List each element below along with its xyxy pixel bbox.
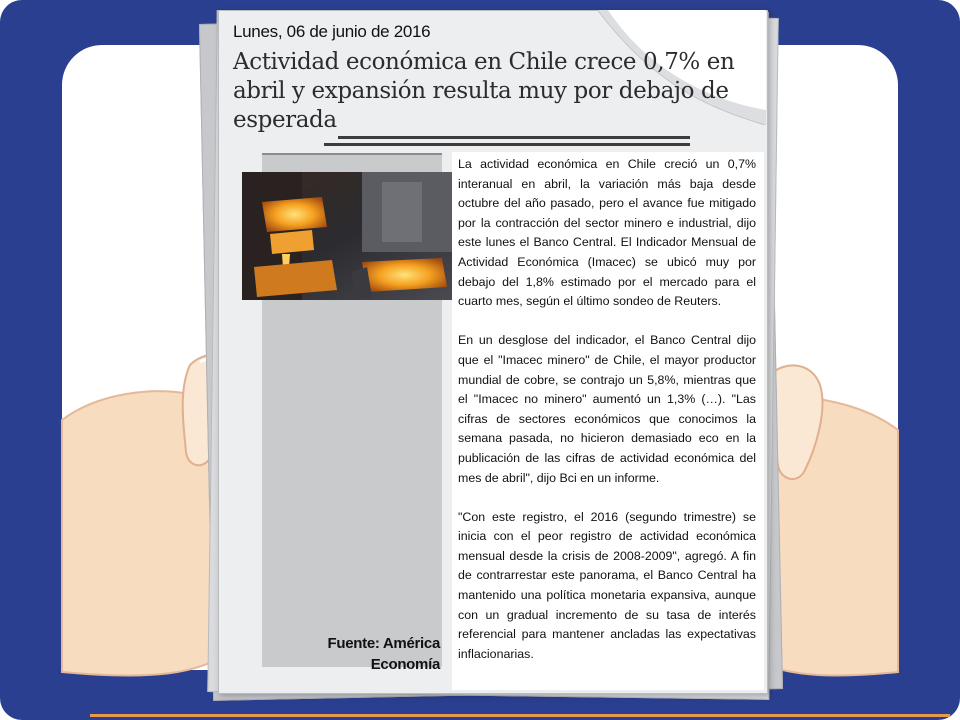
article-date: Lunes, 06 de junio de 2016 — [233, 22, 431, 41]
article-paragraph: "Con este registro, el 2016 (segundo trimestre) se inicia con el peor registro de actividad económica mensual desde la crisis de 2008-2009", agregó. A fin de contrarrestar este panorama, el Banco Central ha mantenido una política monetaria expansiva, aunque con un gradual incremento de su tasa de interés referencial para mantener ancladas las expectativas inflacionarias. — [458, 509, 756, 661]
article-headline: Actividad económica en Chile crece 0,7% en abril y expansión resulta muy por debajo de esperada — [233, 49, 735, 133]
article-paragraph: La actividad económica en Chile creció un 0,7% interanual en abril, la variación más baja desde octubre del año pasado, pero el avance fue mitigado por la contracción del sector minero e industrial, dijo este lunes el Banco Central. El Indicador Mensual de Actividad Económica (Imacec) se ubicó muy por debajo del 1,8% estimado por el mercado para el cuarto mes, según el último sondeo de Reuters. — [458, 157, 756, 309]
article-source: Fuente: América Economía — [327, 635, 440, 673]
headline-rule — [324, 143, 690, 146]
article-body — [458, 155, 756, 664]
headline-rule — [338, 136, 690, 139]
copper-foundry-photo — [242, 172, 452, 300]
article-paragraph: En un desglose del indicador, el Banco Central dijo que el "Imacec minero" de Chile, el mayor productor mundial de cobre, se contrajo un 5,8%, mientras que el "Imacec no minero" aumentó un 1,3% (…). "Las cifras de sectores económicos que conocimos la semana pasada, no hicieron demasiado eco en la publicación de las cifras de actividad económica del mes de abril", dijo Bci en un informe. — [458, 333, 756, 485]
